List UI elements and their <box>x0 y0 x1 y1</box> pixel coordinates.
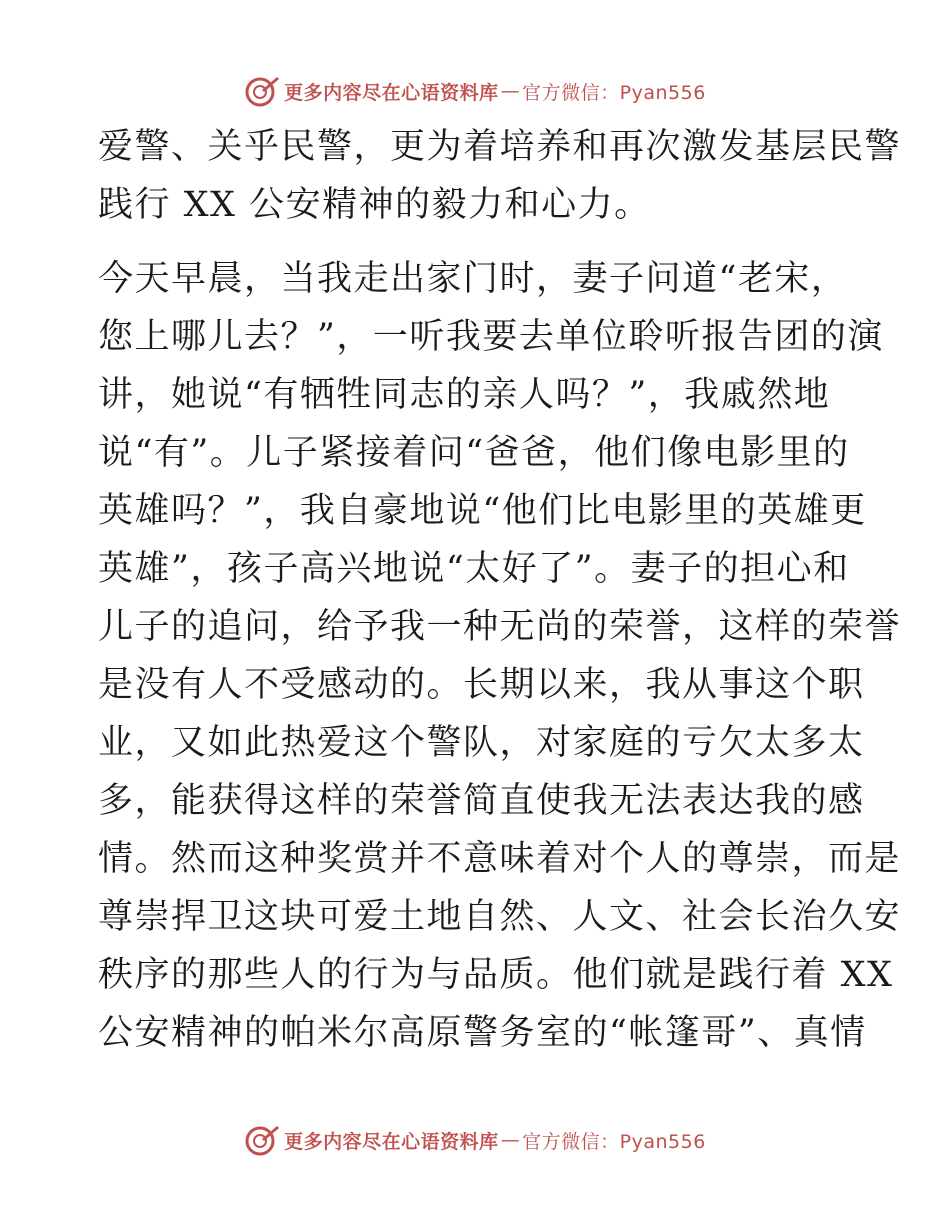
paragraph-2 <box>98 250 902 1062</box>
text-line: 英雄吗？”，我自豪地说“他们比电影里的英雄更 <box>98 491 867 531</box>
pen-logo-icon <box>244 1122 280 1158</box>
text-line: 讲，她说“有牺牲同志的亲人吗？”，我戚然地 <box>98 375 831 415</box>
text-line: 英雄”，孩子高兴地说“太好了”。妻子的担心和 <box>98 549 850 589</box>
text-line: 爱警、关乎民警，更为着培养和再次激发基层民警 <box>98 127 902 167</box>
banner-contact: 官方微信：Pyan556 <box>522 81 706 104</box>
text-line: 情。然而这种奖赏并不意味着对个人的尊崇，而是 <box>98 839 902 879</box>
text-line: 公安精神的帕米尔高原警务室的“帐篷哥”、真情 <box>98 1013 867 1053</box>
footer-banner <box>0 1120 950 1160</box>
banner-brand: 更多内容尽在心语资料库 <box>284 81 499 104</box>
text-line: 今天早晨，当我走出家门时，妻子问道“老宋， <box>98 259 848 299</box>
document-body <box>98 118 902 1062</box>
text-line: 践行 XX 公安精神的毅力和心力。 <box>98 185 651 225</box>
paragraph-1 <box>98 118 902 234</box>
pen-logo-icon <box>244 73 280 109</box>
banner-dash: — <box>500 1129 521 1151</box>
banner-dash: — <box>500 80 521 102</box>
text-line: 您上哪儿去？”，一听我要去单位聆听报告团的演 <box>98 317 884 357</box>
text-line: 是没有人不受感动的。长期以来，我从事这个职 <box>98 665 865 705</box>
text-line: 多，能获得这样的荣誉简直使我无法表达我的感 <box>98 781 865 821</box>
banner-contact: 官方微信：Pyan556 <box>522 1130 706 1153</box>
text-line: 尊崇捍卫这块可爱土地自然、人文、社会长治久安 <box>98 897 902 937</box>
text-line: 儿子的追问，给予我一种无尚的荣誉，这样的荣誉 <box>98 607 902 647</box>
banner-brand: 更多内容尽在心语资料库 <box>284 1130 499 1153</box>
text-line: 说“有”。儿子紧接着问“爸爸，他们像电影里的 <box>98 433 850 473</box>
text-line: 业，又如此热爱这个警队，对家庭的亏欠太多太 <box>98 723 865 763</box>
header-banner <box>0 71 950 111</box>
text-line: 秩序的那些人的行为与品质。他们就是践行着 XX <box>98 955 894 995</box>
